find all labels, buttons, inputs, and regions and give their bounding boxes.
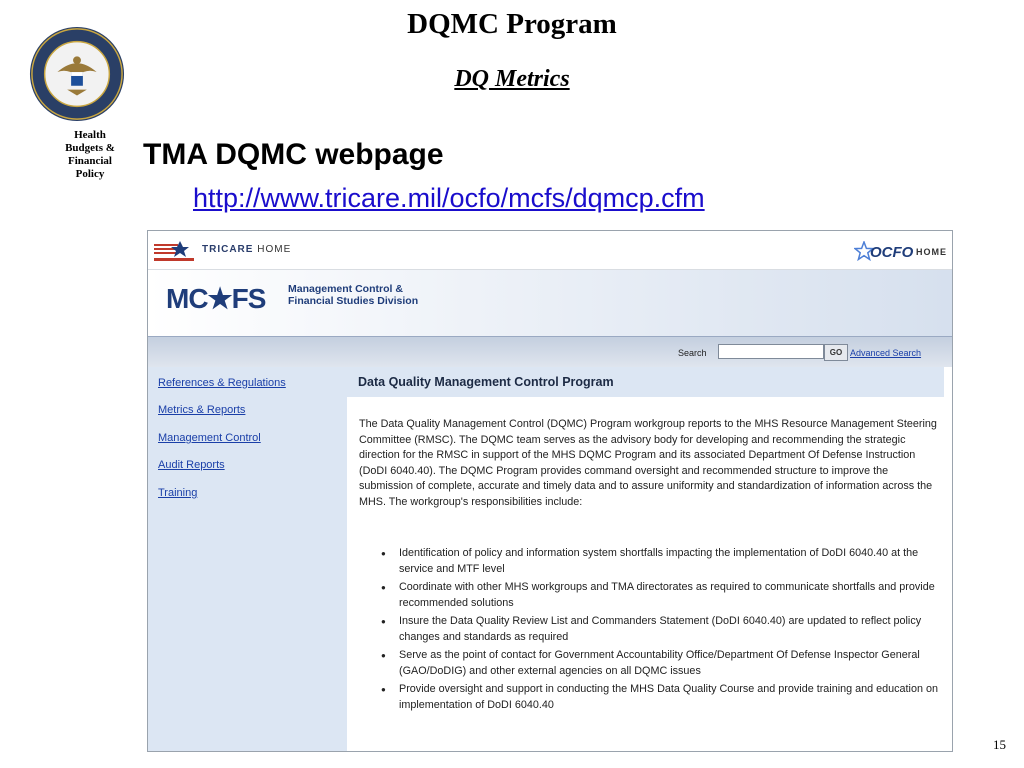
org-line: Policy	[75, 168, 105, 180]
org-line: Budgets &	[65, 142, 115, 154]
org-line: Financial	[67, 155, 112, 167]
dqmc-url-link[interactable]: http://www.tricare.mil/ocfo/mcfs/dqmcp.cfm	[193, 183, 705, 213]
advanced-search-link[interactable]: Advanced Search	[850, 348, 922, 358]
sidebar-item-metrics[interactable]: Metrics & Reports	[158, 404, 246, 416]
go-button[interactable]: GO	[824, 344, 848, 361]
division-line: Financial Studies Division	[288, 295, 419, 307]
mcfs-logo[interactable]: MC★FS	[166, 283, 266, 314]
page-number: 15	[993, 737, 1006, 752]
tricare-home-link[interactable]	[202, 244, 291, 255]
tricare-logo-icon[interactable]	[152, 237, 198, 263]
ocfo-brand: OCFO	[870, 244, 914, 261]
sidebar-item-audit-reports[interactable]: Audit Reports	[158, 459, 225, 471]
slide-title: DQMC Program	[407, 8, 617, 40]
org-line: Health	[74, 129, 106, 141]
site-banner	[148, 270, 952, 336]
slide-subtitle: DQ Metrics	[454, 66, 570, 92]
org-label	[40, 129, 140, 181]
tricare-home-text: HOME	[257, 244, 292, 255]
division-name	[288, 283, 418, 307]
list-item: ● Identification of policy and information system shortfalls impacting the implementation of DoDI 6040.40 at the service and MTF level	[381, 546, 941, 577]
sidebar-item-management-control[interactable]: Management Control	[158, 432, 261, 444]
sidebar-item-training[interactable]: Training	[158, 487, 198, 499]
website-screenshot	[147, 230, 953, 752]
list-item: ● Insure the Data Quality Review List and Commanders Statement (DoDI 6040.40) are updated to reflect policy changes and standards as required	[381, 614, 941, 645]
page-title: Data Quality Management Control Program	[358, 375, 614, 389]
list-item: ● Serve as the point of contact for Government Accountability Office/Department Of Defense Inspector General (GAO/DoDIG) and other external agencies on all DQMC issues	[381, 648, 941, 679]
search-input[interactable]	[718, 344, 824, 359]
intro-paragraph: The Data Quality Management Control (DQMC) Program workgroup reports to the MHS Resource Management Steering Committee (RMSC). The DQMC team serves as the advisory body for developing and recommending the strategic direction for the RMSC in support of the MHS DQMC Program and its associated Department Of Defense Instruction (DoDI 6040.40). The DQMC Program provides command oversight and recommended structure to improve the submission of complete, accurate and timely data and to assure uniformity and standardization of information across the MHS. The workgroup's responsibilities include:	[359, 418, 937, 508]
content-title-bar	[347, 367, 944, 397]
ocfo-home-text: HOME	[916, 247, 947, 257]
section-heading: TMA DQMC webpage	[143, 138, 444, 171]
sidebar	[148, 367, 347, 751]
ocfo-home-link[interactable]	[854, 241, 947, 261]
tricare-brand: TRICARE	[202, 244, 254, 255]
main-content	[347, 367, 952, 751]
list-item: ● Provide oversight and support in conducting the MHS Data Quality Course and provide training and education on implementation of DoDI 6040.40	[381, 682, 941, 713]
sidebar-item-references[interactable]: References & Regulations	[158, 377, 286, 389]
search-bar	[148, 336, 952, 367]
search-label: Search	[678, 348, 707, 358]
division-line: Management Control &	[288, 283, 403, 295]
responsibilities-list	[381, 546, 941, 716]
top-bar	[148, 231, 952, 270]
list-item: ● Coordinate with other MHS workgroups and TMA directorates as required to communicate shortfalls and provide recommended solutions	[381, 580, 941, 611]
